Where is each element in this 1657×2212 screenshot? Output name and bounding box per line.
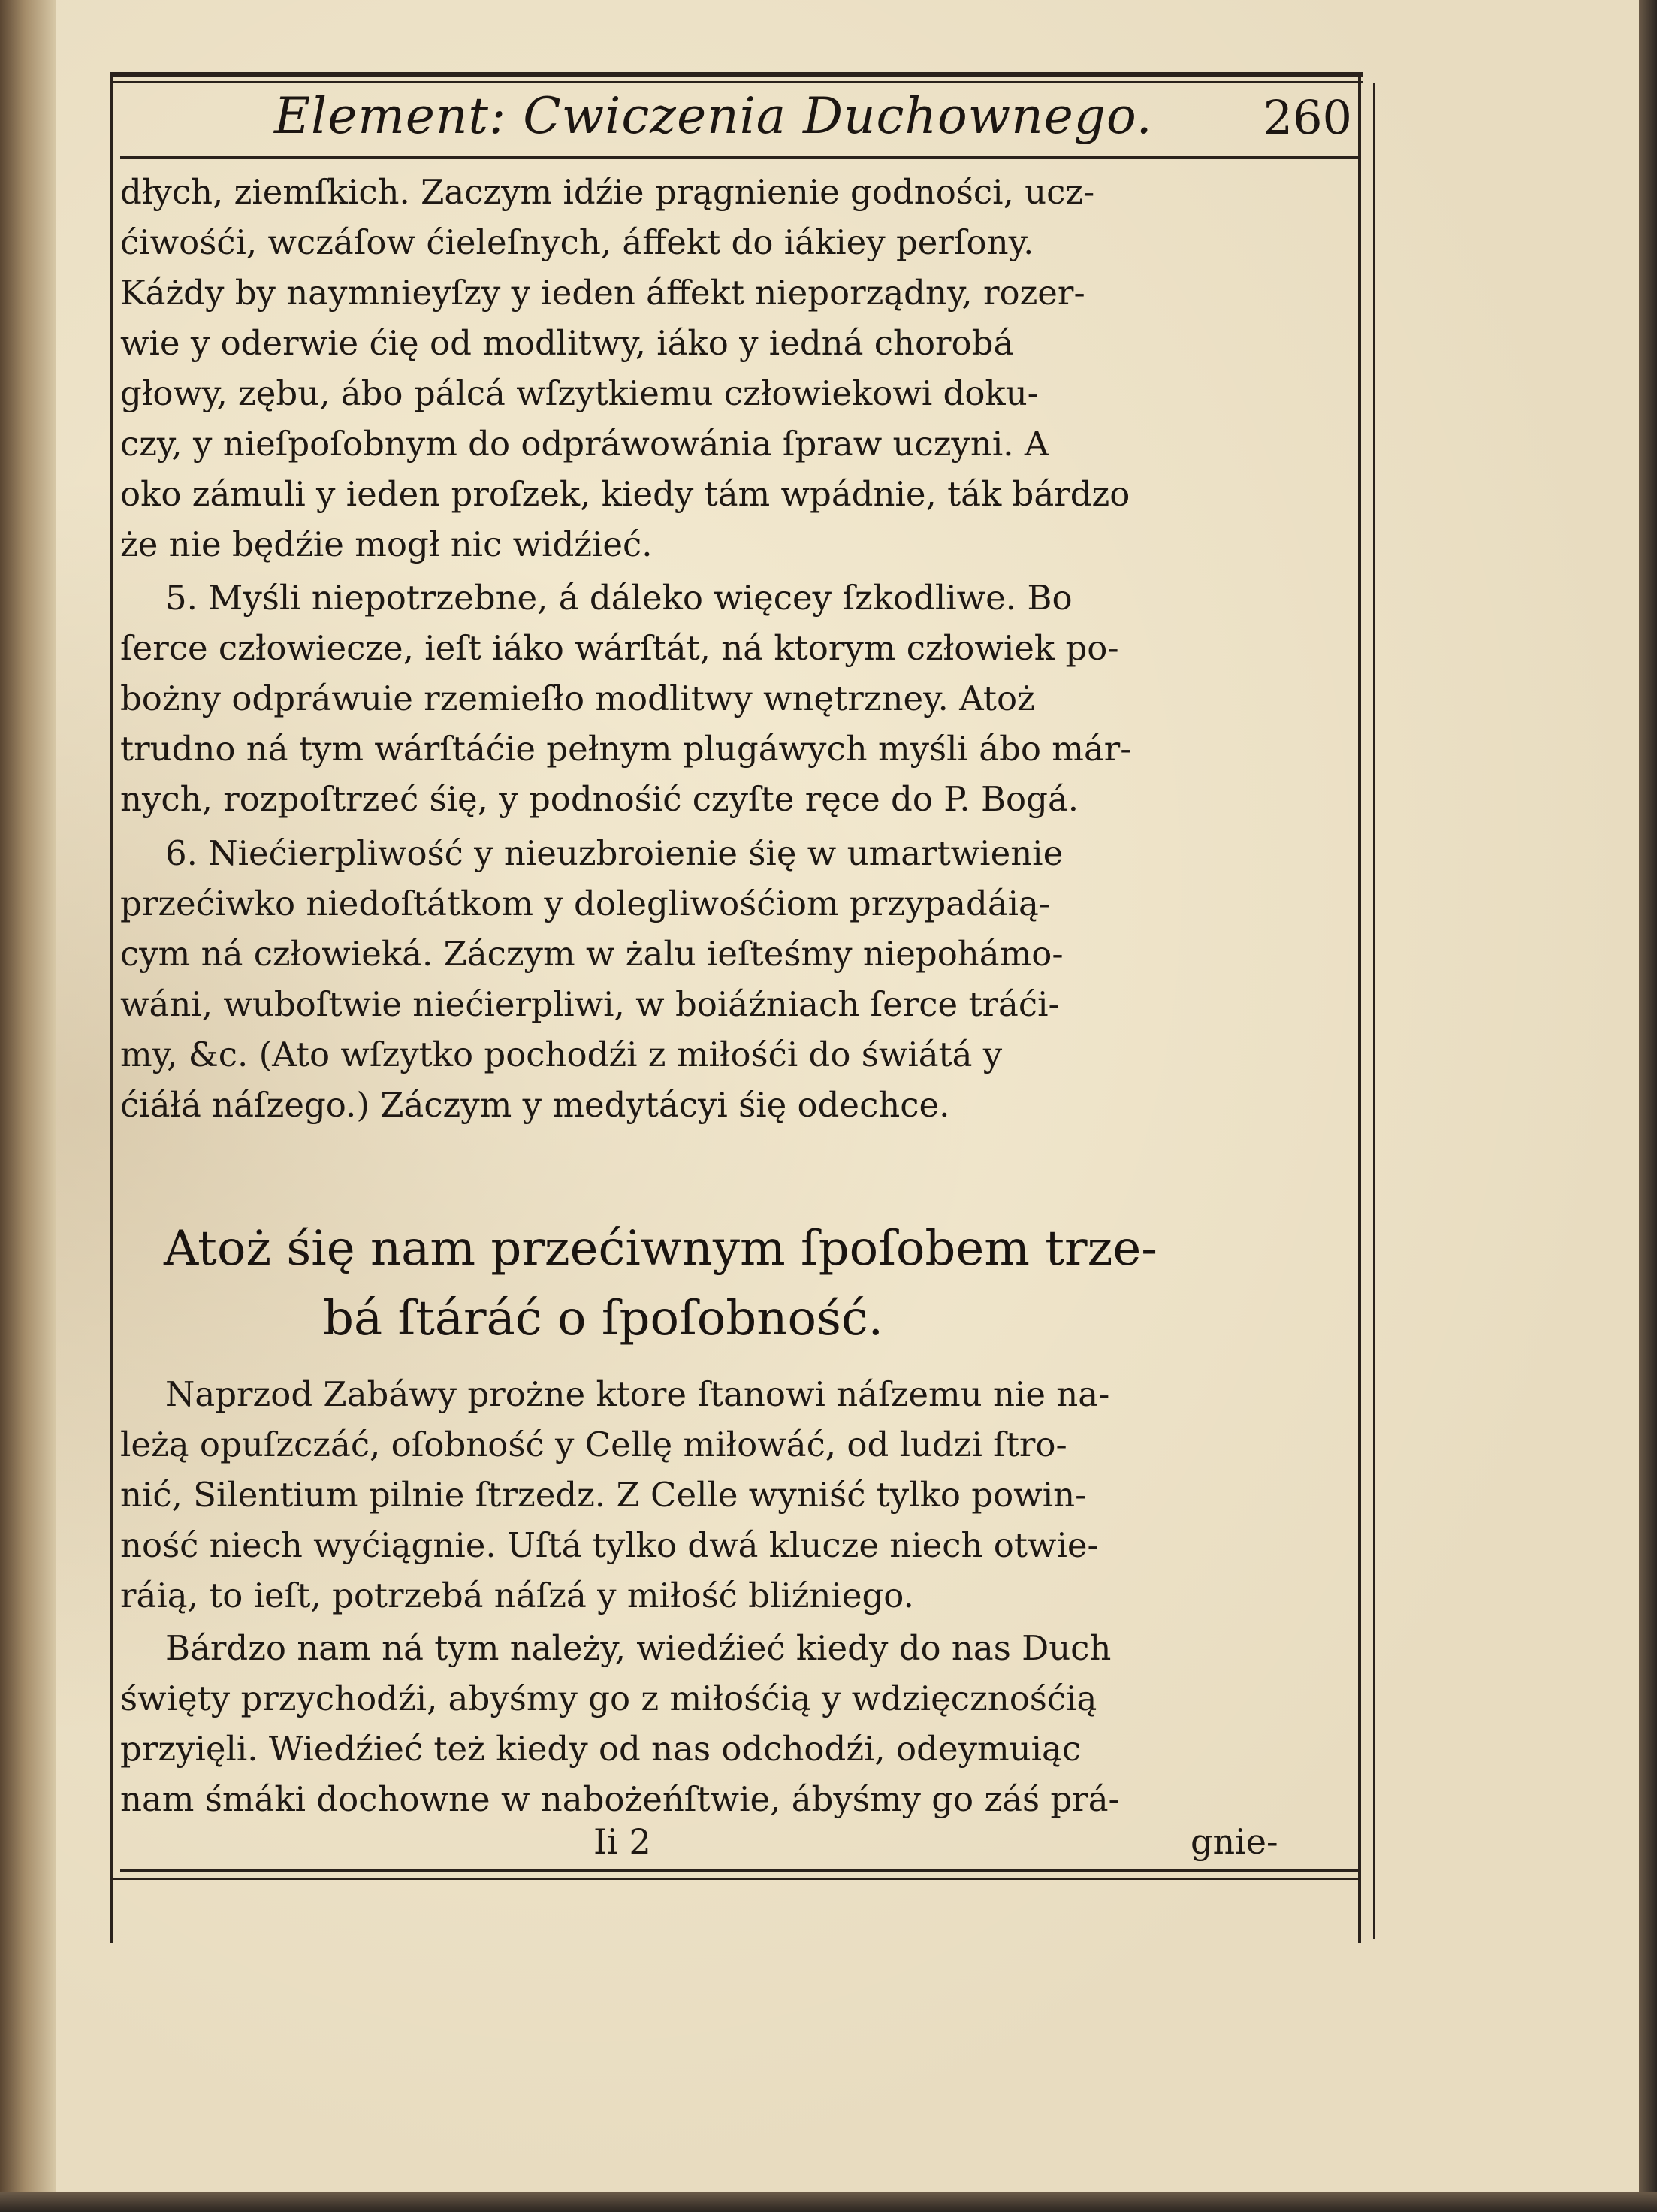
text-line: ſerce człowiecze, ieſt iáko wárſtát, ná ktorym człowiek po- — [120, 628, 1119, 668]
page-edge-right — [1639, 0, 1657, 2212]
text-line: przećiwko niedoſtátkom y dolegliwośćiom przypadáią- — [120, 884, 1051, 923]
page-number: 260 — [1263, 90, 1352, 145]
text-line: że nie będźie mogł nic widźieć. — [120, 524, 653, 564]
body-text-section-1 — [120, 167, 1352, 1129]
text-line: nam śmáki dochowne w nabożeńſtwie, ábyśmy go záś prá- — [120, 1779, 1120, 1819]
signature-mark: Ii 2 — [593, 1821, 651, 1862]
catchword: gnie- — [1191, 1821, 1278, 1862]
frame-rule-top — [113, 72, 1363, 77]
text-line: bożny odpráwuie rzemieſło modlitwy wnętrzney. Atoż — [120, 678, 1035, 718]
text-line: cym ná człowieká. Záczym w żalu ieſteśmy niepohámo- — [120, 934, 1064, 974]
book-gutter — [0, 0, 56, 2212]
text-line: czy, y nieſpoſobnym do odpráwowánia ſpraw uczyni. A — [120, 424, 1049, 464]
text-line: ćiwośći, wczáſow ćieleſnych, áffekt do iákiey perſony. — [120, 222, 1034, 262]
text-line: ráią, to ieſt, potrzebá náſzá y miłość bliźniego. — [120, 1576, 914, 1615]
text-line: wáni, wuboſtwie niećierpliwi, w boiáźniach ſerce tráći- — [120, 984, 1060, 1024]
text-line: dłych, ziemſkich. Zaczym idźie prągnienie godności, ucz- — [120, 172, 1095, 212]
text-line: oko zámuli y ieden proſzek, kiedy tám wpádnie, ták bárdzo — [120, 474, 1130, 514]
section-heading-line-1: Atoż śię nam przećiwnym ſpoſobem trze- — [164, 1221, 1157, 1277]
text-line: przyięli. Wiedźieć też kiedy od nas odchodźi, odeymuiąc — [120, 1729, 1082, 1769]
page-edge-bottom — [0, 2192, 1657, 2212]
text-line: nych, rozpoſtrzeć śię, y podnośić czyſte ręce do P. Bogá. — [120, 779, 1079, 819]
text-line: nić, Silentium pilnie ſtrzedz. Z Celle wyniść tylko powin- — [120, 1475, 1087, 1515]
section-heading-line-2: bá ſtáráć o ſpoſobność. — [323, 1291, 883, 1346]
frame-rule-bottom — [120, 1869, 1358, 1872]
text-line: ćiáłá náſzego.) Záczym y medytácyi śię odechce. — [120, 1085, 950, 1125]
text-line: głowy, zębu, ábo pálcá wſzytkiemu człowiekowi doku- — [120, 373, 1039, 413]
text-line: trudno ná tym wárſtáćie pełnym plugáwych myśli ábo már- — [120, 729, 1132, 769]
text-line: 6. Niećierpliwość y nieuzbroienie śię w umartwienie — [165, 833, 1064, 873]
text-line: leżą opuſzczáć, oſobność y Cellę miłowáć, od ludzi ſtro- — [120, 1425, 1067, 1464]
running-head — [120, 83, 1352, 155]
text-line: Bárdzo nam ná tym należy, wiedźieć kiedy do nas Duch — [165, 1628, 1112, 1668]
text-line: my, &c. (Ato wſzytko pochodźi z miłośći do świátá y — [120, 1035, 1003, 1074]
text-line: ność niech wyćiągnie. Uſtá tylko dwá klucze niech otwie- — [120, 1525, 1099, 1565]
text-line: Naprzod Zabáwy prożne ktore ſtanowi náſzemu nie na- — [165, 1374, 1110, 1414]
frame-rule-bottom-thin — [113, 1878, 1358, 1880]
running-title: Element: Cwiczenia Duchownego. — [274, 87, 1153, 145]
text-line: święty przychodźi, abyśmy go z miłośćią y wdzięcznośćią — [120, 1679, 1097, 1718]
text-line: Káżdy by naymnieyſzy y ieden áffekt nieporządny, rozer- — [120, 273, 1085, 313]
body-text-section-2 — [120, 1369, 1352, 1827]
frame-rule-right-outer — [1373, 83, 1375, 1939]
frame-rule-right — [1358, 72, 1361, 1943]
text-line: 5. Myśli niepotrzebne, á dáleko więcey ſzkodliwe. Bo — [165, 578, 1073, 618]
frame-rule-left — [110, 72, 113, 1943]
text-line: wie y oderwie ćię od modlitwy, iáko y iedná chorobá — [120, 323, 1014, 363]
header-rule — [120, 156, 1358, 159]
